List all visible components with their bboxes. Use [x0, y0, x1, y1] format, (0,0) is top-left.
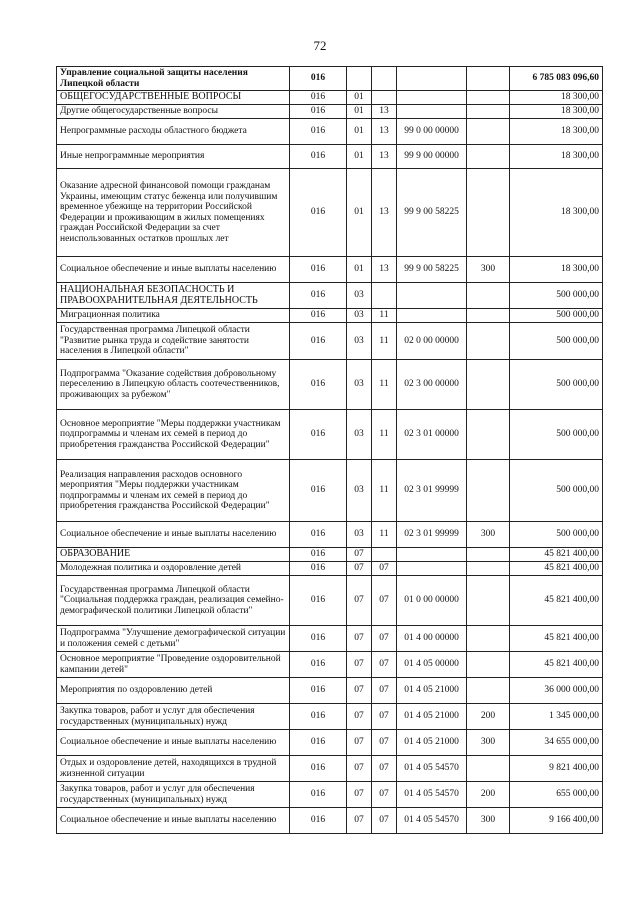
- expense-type-cell: [467, 626, 510, 652]
- grbs-code-cell: 016: [290, 704, 347, 730]
- subsection-code-cell: 07: [372, 782, 397, 808]
- budget-table: [56, 66, 603, 834]
- expense-name-cell: ОБРАЗОВАНИЕ: [57, 548, 290, 562]
- subsection-code-cell: 07: [372, 562, 397, 576]
- table-row: [57, 323, 603, 360]
- section-code-cell: 03: [347, 323, 372, 360]
- expense-type-cell: 200: [467, 704, 510, 730]
- target-article-cell: [397, 283, 467, 309]
- page-number: 72: [313, 38, 327, 53]
- expense-type-cell: [467, 67, 510, 91]
- section-code-cell: 07: [347, 652, 372, 678]
- expense-type-cell: [467, 678, 510, 704]
- grbs-code-cell: 016: [290, 323, 347, 360]
- expense-type-cell: [467, 576, 510, 626]
- subsection-code-cell: 07: [372, 626, 397, 652]
- target-article-cell: 02 3 00 00000: [397, 360, 467, 410]
- amount-cell: 500 000,00: [510, 522, 603, 548]
- section-code-cell: 01: [347, 169, 372, 257]
- target-article-cell: 99 0 00 00000: [397, 119, 467, 145]
- grbs-code-cell: 016: [290, 309, 347, 323]
- expense-type-cell: [467, 323, 510, 360]
- table-row: [57, 145, 603, 169]
- target-article-cell: 02 3 01 99999: [397, 460, 467, 522]
- expense-name-cell: Социальное обеспечение и иные выплаты населению: [57, 522, 290, 548]
- amount-cell: 500 000,00: [510, 410, 603, 460]
- expense-name-cell: Миграционная политика: [57, 309, 290, 323]
- target-article-cell: [397, 67, 467, 91]
- expense-type-cell: [467, 309, 510, 323]
- grbs-code-cell: 016: [290, 522, 347, 548]
- amount-cell: 9 166 400,00: [510, 808, 603, 834]
- expense-type-cell: [467, 360, 510, 410]
- amount-cell: 18 300,00: [510, 105, 603, 119]
- expense-name-cell: НАЦИОНАЛЬНАЯ БЕЗОПАСНОСТЬ И ПРАВООХРАНИТЕЛЬНАЯ ДЕЯТЕЛЬНОСТЬ: [57, 283, 290, 309]
- amount-cell: 45 821 400,00: [510, 548, 603, 562]
- subsection-code-cell: 11: [372, 522, 397, 548]
- target-article-cell: [397, 309, 467, 323]
- expense-name-cell: Подпрограмма "Улучшение демографической ситуации и положения семей с детьми": [57, 626, 290, 652]
- expense-name-cell: Основное мероприятие "Проведение оздоровительной кампании детей": [57, 652, 290, 678]
- subsection-code-cell: 13: [372, 169, 397, 257]
- amount-cell: 1 345 000,00: [510, 704, 603, 730]
- section-code-cell: 01: [347, 119, 372, 145]
- grbs-code-cell: 016: [290, 576, 347, 626]
- subsection-code-cell: [372, 548, 397, 562]
- expense-name-cell: Управление социальной защиты населения Липецкой области: [57, 67, 290, 91]
- section-code-cell: 03: [347, 410, 372, 460]
- target-article-cell: 99 9 00 58225: [397, 257, 467, 283]
- subsection-code-cell: 11: [372, 460, 397, 522]
- section-code-cell: 07: [347, 782, 372, 808]
- table-row: [57, 678, 603, 704]
- table-row: [57, 704, 603, 730]
- section-code-cell: 07: [347, 562, 372, 576]
- expense-name-cell: Непрограммные расходы областного бюджета: [57, 119, 290, 145]
- expense-type-cell: [467, 548, 510, 562]
- amount-cell: 45 821 400,00: [510, 576, 603, 626]
- expense-type-cell: [467, 460, 510, 522]
- amount-cell: 18 300,00: [510, 169, 603, 257]
- subsection-code-cell: 13: [372, 257, 397, 283]
- table-row: [57, 119, 603, 145]
- amount-cell: 500 000,00: [510, 323, 603, 360]
- expense-name-cell: Подпрограмма "Оказание содействия добровольному переселению в Липецкую область соотечественников, проживающих за рубежом": [57, 360, 290, 410]
- amount-cell: 6 785 083 096,60: [510, 67, 603, 91]
- grbs-code-cell: 016: [290, 652, 347, 678]
- grbs-code-cell: 016: [290, 169, 347, 257]
- subsection-code-cell: 11: [372, 360, 397, 410]
- target-article-cell: 01 4 05 54570: [397, 808, 467, 834]
- section-code-cell: 07: [347, 626, 372, 652]
- subsection-code-cell: 07: [372, 808, 397, 834]
- amount-cell: 36 000 000,00: [510, 678, 603, 704]
- target-article-cell: 01 4 05 54570: [397, 756, 467, 782]
- expense-type-cell: 300: [467, 730, 510, 756]
- grbs-code-cell: 016: [290, 257, 347, 283]
- subsection-code-cell: 07: [372, 756, 397, 782]
- target-article-cell: 01 4 05 21000: [397, 704, 467, 730]
- expense-name-cell: Основное мероприятие "Меры поддержки участникам подпрограммы и членам их семей в период до приобретения гражданства Российской Федерации": [57, 410, 290, 460]
- expense-type-cell: [467, 562, 510, 576]
- expense-type-cell: [467, 105, 510, 119]
- grbs-code-cell: 016: [290, 105, 347, 119]
- grbs-code-cell: 016: [290, 756, 347, 782]
- expense-name-cell: Социальное обеспечение и иные выплаты населению: [57, 808, 290, 834]
- table-row: [57, 105, 603, 119]
- target-article-cell: 01 4 05 21000: [397, 678, 467, 704]
- table-row: [57, 257, 603, 283]
- section-code-cell: 03: [347, 522, 372, 548]
- section-code-cell: 01: [347, 91, 372, 105]
- target-article-cell: 01 0 00 00000: [397, 576, 467, 626]
- target-article-cell: 99 9 00 00000: [397, 145, 467, 169]
- table-row: [57, 522, 603, 548]
- amount-cell: 45 821 400,00: [510, 652, 603, 678]
- grbs-code-cell: 016: [290, 730, 347, 756]
- target-article-cell: [397, 105, 467, 119]
- expense-name-cell: Мероприятия по оздоровлению детей: [57, 678, 290, 704]
- expense-name-cell: Молодежная политика и оздоровление детей: [57, 562, 290, 576]
- amount-cell: 500 000,00: [510, 309, 603, 323]
- expense-name-cell: Реализация направления расходов основного мероприятия "Меры поддержки участникам подпрограммы и членам их семей в период до приобретения гражданства Российской Федерации": [57, 460, 290, 522]
- expense-name-cell: Социальное обеспечение и иные выплаты населению: [57, 257, 290, 283]
- section-code-cell: 07: [347, 808, 372, 834]
- table-row: [57, 730, 603, 756]
- table-row: [57, 283, 603, 309]
- grbs-code-cell: 016: [290, 626, 347, 652]
- section-code-cell: 01: [347, 145, 372, 169]
- grbs-code-cell: 016: [290, 145, 347, 169]
- table-row: [57, 548, 603, 562]
- target-article-cell: [397, 548, 467, 562]
- section-code-cell: 01: [347, 257, 372, 283]
- subsection-code-cell: 11: [372, 323, 397, 360]
- table-row: [57, 652, 603, 678]
- section-code-cell: 03: [347, 309, 372, 323]
- table-row: [57, 410, 603, 460]
- amount-cell: 45 821 400,00: [510, 626, 603, 652]
- section-code-cell: 07: [347, 704, 372, 730]
- target-article-cell: 01 4 05 00000: [397, 652, 467, 678]
- grbs-code-cell: 016: [290, 91, 347, 105]
- table-row: [57, 67, 603, 91]
- amount-cell: 500 000,00: [510, 460, 603, 522]
- expense-name-cell: Государственная программа Липецкой области "Развитие рынка труда и содействие занятости населения в Липецкой области": [57, 323, 290, 360]
- grbs-code-cell: 016: [290, 460, 347, 522]
- expense-name-cell: Отдых и оздоровление детей, находящихся в трудной жизненной ситуации: [57, 756, 290, 782]
- subsection-code-cell: 07: [372, 678, 397, 704]
- amount-cell: 655 000,00: [510, 782, 603, 808]
- section-code-cell: [347, 67, 372, 91]
- grbs-code-cell: 016: [290, 360, 347, 410]
- expense-type-cell: 300: [467, 522, 510, 548]
- expense-type-cell: [467, 410, 510, 460]
- section-code-cell: 07: [347, 576, 372, 626]
- target-article-cell: 01 4 05 54570: [397, 782, 467, 808]
- target-article-cell: 02 3 01 99999: [397, 522, 467, 548]
- expense-type-cell: 300: [467, 808, 510, 834]
- expense-name-cell: Иные непрограммные мероприятия: [57, 145, 290, 169]
- expense-name-cell: Государственная программа Липецкой области "Социальная поддержка граждан, реализация семейно-демографической политики Липецкой области": [57, 576, 290, 626]
- subsection-code-cell: 11: [372, 410, 397, 460]
- table-row: [57, 460, 603, 522]
- section-code-cell: 03: [347, 460, 372, 522]
- subsection-code-cell: 07: [372, 730, 397, 756]
- table-row: [57, 576, 603, 626]
- table-row: [57, 626, 603, 652]
- grbs-code-cell: 016: [290, 283, 347, 309]
- expense-type-cell: 300: [467, 257, 510, 283]
- target-article-cell: 01 4 05 21000: [397, 730, 467, 756]
- table-row: [57, 360, 603, 410]
- amount-cell: 34 655 000,00: [510, 730, 603, 756]
- grbs-code-cell: 016: [290, 548, 347, 562]
- expense-name-cell: Социальное обеспечение и иные выплаты населению: [57, 730, 290, 756]
- grbs-code-cell: 016: [290, 808, 347, 834]
- expense-type-cell: [467, 169, 510, 257]
- expense-type-cell: 200: [467, 782, 510, 808]
- subsection-code-cell: [372, 91, 397, 105]
- subsection-code-cell: 13: [372, 105, 397, 119]
- grbs-code-cell: 016: [290, 67, 347, 91]
- subsection-code-cell: 07: [372, 652, 397, 678]
- target-article-cell: 02 0 00 00000: [397, 323, 467, 360]
- target-article-cell: 99 9 00 58225: [397, 169, 467, 257]
- target-article-cell: [397, 91, 467, 105]
- amount-cell: 18 300,00: [510, 145, 603, 169]
- expense-name-cell: Закупка товаров, работ и услуг для обеспечения государственных (муниципальных) нужд: [57, 704, 290, 730]
- expense-name-cell: Оказание адресной финансовой помощи гражданам Украины, имеющим статус беженца или получившим временное убежище на территории Российской Федерации и проживающим в жилых помещениях граждан Российской Федерации за счет неиспользованных остатков прошлых лет: [57, 169, 290, 257]
- amount-cell: 18 300,00: [510, 257, 603, 283]
- grbs-code-cell: 016: [290, 678, 347, 704]
- expense-name-cell: ОБЩЕГОСУДАРСТВЕННЫЕ ВОПРОСЫ: [57, 91, 290, 105]
- section-code-cell: 07: [347, 730, 372, 756]
- subsection-code-cell: 13: [372, 145, 397, 169]
- expense-type-cell: [467, 145, 510, 169]
- table-row: [57, 169, 603, 257]
- expense-name-cell: Другие общегосударственные вопросы: [57, 105, 290, 119]
- subsection-code-cell: 13: [372, 119, 397, 145]
- budget-table-body: [57, 67, 603, 834]
- expense-type-cell: [467, 283, 510, 309]
- table-row: [57, 782, 603, 808]
- amount-cell: 18 300,00: [510, 119, 603, 145]
- grbs-code-cell: 016: [290, 782, 347, 808]
- expense-type-cell: [467, 119, 510, 145]
- amount-cell: 45 821 400,00: [510, 562, 603, 576]
- table-row: [57, 309, 603, 323]
- section-code-cell: 07: [347, 548, 372, 562]
- section-code-cell: 07: [347, 678, 372, 704]
- expense-type-cell: [467, 652, 510, 678]
- grbs-code-cell: 016: [290, 562, 347, 576]
- section-code-cell: 07: [347, 756, 372, 782]
- grbs-code-cell: 016: [290, 410, 347, 460]
- expense-type-cell: [467, 91, 510, 105]
- amount-cell: 18 300,00: [510, 91, 603, 105]
- subsection-code-cell: 07: [372, 576, 397, 626]
- expense-type-cell: [467, 756, 510, 782]
- section-code-cell: 03: [347, 360, 372, 410]
- subsection-code-cell: 11: [372, 309, 397, 323]
- expense-name-cell: Закупка товаров, работ и услуг для обеспечения государственных (муниципальных) нужд: [57, 782, 290, 808]
- subsection-code-cell: 07: [372, 704, 397, 730]
- section-code-cell: 01: [347, 105, 372, 119]
- amount-cell: 500 000,00: [510, 283, 603, 309]
- table-row: [57, 808, 603, 834]
- target-article-cell: [397, 562, 467, 576]
- target-article-cell: 02 3 01 00000: [397, 410, 467, 460]
- table-row: [57, 91, 603, 105]
- table-row: [57, 562, 603, 576]
- table-row: [57, 756, 603, 782]
- amount-cell: 9 821 400,00: [510, 756, 603, 782]
- target-article-cell: 01 4 00 00000: [397, 626, 467, 652]
- subsection-code-cell: [372, 67, 397, 91]
- amount-cell: 500 000,00: [510, 360, 603, 410]
- subsection-code-cell: [372, 283, 397, 309]
- section-code-cell: 03: [347, 283, 372, 309]
- grbs-code-cell: 016: [290, 119, 347, 145]
